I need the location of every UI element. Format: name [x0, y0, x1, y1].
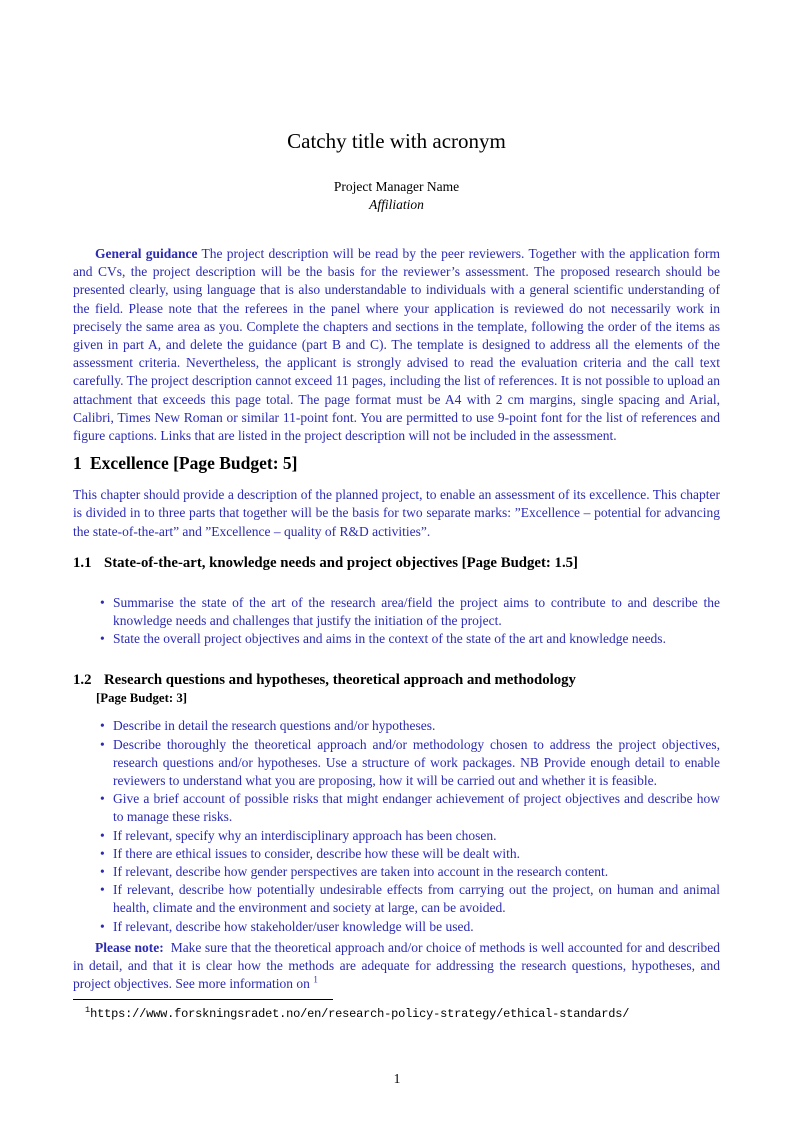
section-1-2-title-wrap: [96, 671, 576, 706]
please-note-paragraph: [73, 939, 720, 994]
please-note-label: Please note:: [95, 939, 164, 955]
section-1-1-title: State-of-the-art, knowledge needs and project objectives [Page Budget: 1.5]: [104, 554, 578, 571]
list-item: • State the overall project objectives and aims in the context of the state of the art and knowledge needs.: [73, 630, 720, 648]
title-block: [73, 0, 720, 213]
list-item: • If relevant, specify why an interdisciplinary approach has been chosen.: [73, 827, 720, 845]
footnote-marker: 1: [85, 1004, 91, 1015]
section-1-2-title: Research questions and hypotheses, theoretical approach and methodology: [104, 672, 576, 689]
list-item: • Describe in detail the research questions and/or hypotheses.: [73, 717, 720, 735]
section-1-1-number: 1.1: [73, 554, 92, 571]
general-guidance-label: General guidance: [95, 246, 198, 261]
list-item: • If relevant, describe how stakeholder/user knowledge will be used.: [73, 918, 720, 936]
section-1-heading: [73, 453, 720, 474]
section-1-2-bullet-list: [73, 717, 720, 935]
general-guidance-text: The project description will be read by the peer reviewers. Together with the application form and CVs, the project description will be the basis for the reviewer’s assessment. The proposed research should be presented clearly, using language that is also understandable to individuals with a general scientific understanding of the field. Please note that the referees in the panel where your application is reviewed do not necessarily work in precisely the same area as you. Complete the chapters and sections in the template, following the order of the items as given in part A, and delete the guidance (part B and C). The template is designed to address all the elements of the assessment criteria. Nevertheless, the applicant is strongly advised to read the evaluation criteria and the call text carefully. The project description cannot exceed 11 pages, including the list of references. It is not possible to upload an attachment that exceeds this page total. The page format must be A4 with 2 cm margins, single spacing and Arial, Calibri, Times New Roman or similar 11-point font. You are permitted to use 9-point font for the list of references and figure captions. Links that are listed in the project description will not be included in the assessment.: [73, 246, 721, 444]
section-1-2-heading: [73, 671, 720, 706]
page-title: Catchy title with acronym: [287, 129, 506, 153]
author-affiliation: Affiliation: [369, 197, 424, 212]
list-item: • Give a brief account of possible risks that might endanger achievement of project objectives and describe how to manage these risks.: [73, 790, 720, 826]
list-item: • If relevant, describe how potentially undesirable effects from carrying out the project, on human and animal health, climate and the environment and society at large, can be avoided.: [73, 881, 720, 917]
section-1-intro: This chapter should provide a description of the planned project, to enable an assessment of its excellence. This chapter is divided in to three parts that together will be the basis for two separate marks: ”Excellence – potential for advancing the state-of-the-art” and ”Excellence – quality of R&D activities”.: [73, 487, 720, 539]
footnote-rule: [73, 999, 333, 1000]
footnote-reference-marker: 1: [313, 974, 318, 985]
author-name: Project Manager Name: [333, 179, 460, 194]
general-guidance-paragraph: [73, 245, 720, 445]
list-item: • If relevant, describe how gender perspectives are taken into account in the research content.: [73, 863, 720, 881]
footnote: [73, 1003, 720, 1022]
section-1-2-number: 1.2: [73, 672, 92, 689]
section-1-2-page-budget: [Page Budget: 3]: [96, 691, 187, 706]
please-note-text: Make sure that the theoretical approach and/or choice of methods is well accounted for and described in detail, and that it is clear how the methods are adequate for addressing the research questions, hypotheses, and project objectives. See more information on: [73, 939, 720, 992]
footnote-url[interactable]: https://www.forskningsradet.no/en/research-policy-strategy/ethical-standards/: [90, 1006, 630, 1021]
section-1-number: 1: [73, 453, 82, 474]
list-item: • Describe thoroughly the theoretical approach and/or methodology chosen to address the project objectives, research questions and/or hypotheses. Use a structure of work packages. NB Provide enough detail to enable reviewers to understand what you are proposing, how it will be carried out and whether it is feasible.: [73, 736, 720, 791]
page-number: 1: [393, 1071, 401, 1086]
section-1-1-heading: [73, 554, 720, 573]
list-item: • Summarise the state of the art of the research area/field the project aims to contribute to and describe the knowledge needs and challenges that justify the initiation of the project.: [73, 594, 720, 630]
section-1-title: Excellence [Page Budget: 5]: [90, 453, 298, 474]
section-1-1-bullet-list: [73, 594, 720, 649]
list-item: • If there are ethical issues to consider, describe how these will be dealt with.: [73, 845, 720, 863]
